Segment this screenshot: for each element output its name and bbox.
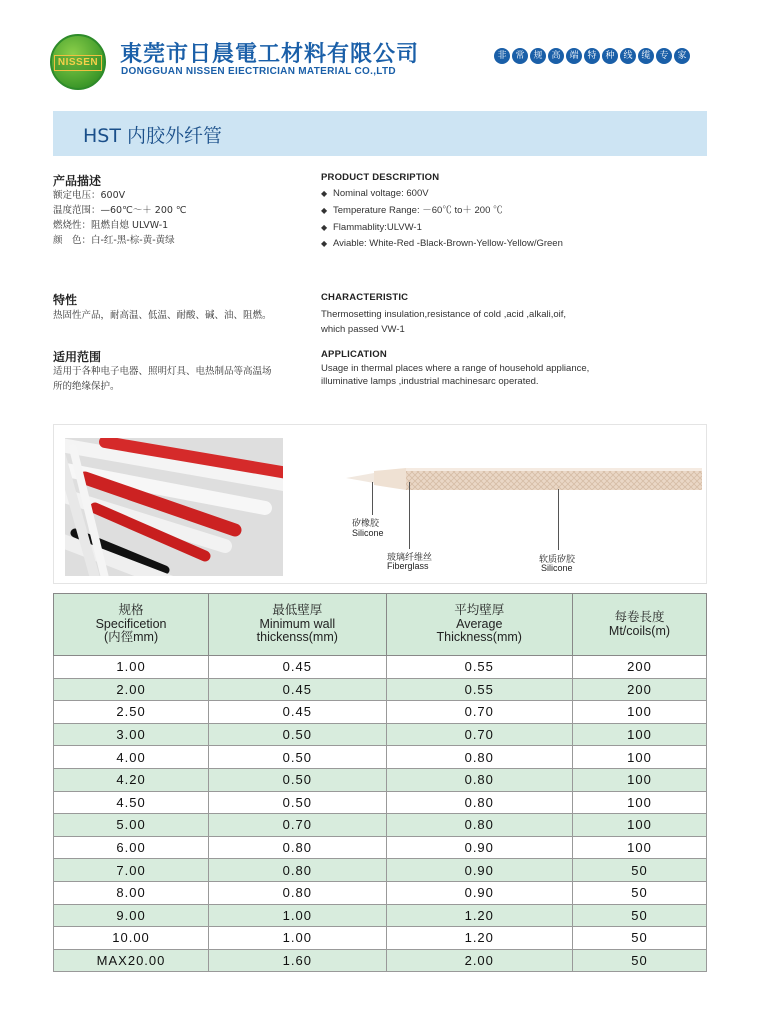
table-cell: 50 [572,859,706,882]
callout-silicone-rubber-en: Silicone [352,528,384,538]
table-cell: 0.70 [386,701,572,724]
table-cell: 200 [572,678,706,701]
table-cell: 4.00 [54,746,209,769]
table-cell: 0.90 [386,836,572,859]
diamond-bullet-icon: ◆ [321,223,328,232]
leader-line [558,489,559,550]
product-title: HST 内胶外纤管 [83,125,222,147]
leader-line [409,482,410,549]
table-cell: 2.50 [54,701,209,724]
table-cell: 4.50 [54,791,209,814]
col-header-min-wall: 最低壁厚 Minimum wall thickenss(mm) [209,594,386,656]
slogan-char: 高 [548,48,564,64]
cn-desc-line: 颜 色：白-红-黑-棕-黄-黄绿 [53,235,175,246]
table-row [54,768,707,791]
table-row [54,678,707,701]
table-row [54,881,707,904]
table-cell: 0.70 [209,814,386,837]
table-row [54,701,707,724]
col-header-avg-wall: 平均壁厚 Average Thickness(mm) [386,594,572,656]
table-cell: 0.50 [209,791,386,814]
slogan-char: 非 [494,48,510,64]
table-cell: 3.00 [54,723,209,746]
diamond-bullet-icon: ◆ [321,206,328,215]
leader-line [372,482,373,515]
table-cell: 200 [572,656,706,679]
table-cell: 2.00 [386,949,572,972]
cn-characteristic-heading: 特性 [53,293,78,307]
company-name-cn: 東莞市日晨電工材料有限公司 [120,42,420,67]
tubes-photo [65,438,283,576]
en-desc-line: ◆ Nominal voltage: 600V [321,188,429,199]
table-cell: 9.00 [54,904,209,927]
table-row [54,927,707,950]
en-application-heading: APPLICATION [321,349,387,360]
cn-product-desc-heading: 产品描述 [53,174,102,188]
cn-desc-line: 温度范围：—60℃～＋ 200 ℃ [53,205,187,216]
callout-soft-silicone-cn: 软质矽胶 [539,555,576,565]
cn-application-heading: 适用范围 [53,350,102,364]
table-cell: 0.80 [209,859,386,882]
table-header-row [54,594,707,656]
table-cell: 100 [572,836,706,859]
table-cell: 1.00 [209,904,386,927]
table-row [54,836,707,859]
table-cell: 7.00 [54,859,209,882]
table-cell: 100 [572,701,706,724]
en-application-line: illuminative lamps ,industrial machinesarc operated. [321,376,539,387]
table-cell: 0.45 [209,701,386,724]
table-cell: MAX20.00 [54,949,209,972]
table-row [54,723,707,746]
table-cell: 0.55 [386,678,572,701]
en-desc-line: ◆ Flammablity:ULVW-1 [321,222,422,233]
table-cell: 50 [572,881,706,904]
table-row [54,949,707,972]
table-row [54,859,707,882]
table-cell: 6.00 [54,836,209,859]
en-characteristic-line: Thermosetting insulation,resistance of cold ,acid ,alkali,oif, [321,309,567,320]
table-cell: 50 [572,904,706,927]
callout-fiberglass-en: Fiberglass [387,561,429,571]
slogan-char: 规 [530,48,546,64]
col-header-coil-length: 每卷長度 Mt/coils(m) [572,594,706,656]
spec-table [53,593,707,972]
callout-fiberglass-cn: 玻璃纤维丝 [387,553,433,563]
col-header-spec: 规格 Specificetion (内徑mm) [54,594,209,656]
en-desc-line: ◆ Temperature Range: －60℃ to＋ 200 ℃ [321,205,503,216]
table-cell: 100 [572,814,706,837]
product-title-bar [53,111,707,156]
table-cell: 0.70 [386,723,572,746]
table-cell: 50 [572,949,706,972]
slogan-char: 家 [674,48,690,64]
company-logo [50,34,106,90]
table-cell: 0.45 [209,678,386,701]
table-cell: 0.80 [386,791,572,814]
diamond-bullet-icon: ◆ [321,189,328,198]
cn-application-line: 所的绝缘保护。 [53,381,120,392]
table-cell: 1.00 [209,927,386,950]
slogan-char: 缆 [638,48,654,64]
table-cell: 5.00 [54,814,209,837]
en-characteristic-heading: CHARACTERISTIC [321,292,409,303]
slogan-char: 端 [566,48,582,64]
slogan-char: 线 [620,48,636,64]
table-row [54,746,707,769]
table-cell: 0.50 [209,768,386,791]
table-cell: 4.20 [54,768,209,791]
table-cell: 10.00 [54,927,209,950]
table-cell: 1.60 [209,949,386,972]
cn-characteristic-text: 热固性产品，耐高温、低温、耐酸、碱、油、阻燃。 [53,310,272,321]
table-cell: 0.80 [386,746,572,769]
table-cell: 100 [572,723,706,746]
logo-wordmark: NISSEN [54,55,102,71]
diamond-bullet-icon: ◆ [321,239,328,248]
table-row [54,656,707,679]
slogan-char: 专 [656,48,672,64]
en-application-line: Usage in thermal places where a range of household appliance, [321,363,590,374]
table-cell: 0.80 [209,881,386,904]
table-cell: 0.80 [386,768,572,791]
product-image-panel [53,424,707,584]
slogan-badges [494,48,690,64]
slogan-char: 常 [512,48,528,64]
table-cell: 0.45 [209,656,386,679]
table-cell: 0.55 [386,656,572,679]
en-desc-line: ◆ Aviable: White-Red -Black-Brown-Yellow-Yellow/Green [321,238,563,249]
table-cell: 1.20 [386,904,572,927]
table-cell: 0.50 [209,746,386,769]
cn-application-line: 适用于各种电子电器、照明灯具、电热制品等高温场 [53,366,272,377]
en-product-desc-heading: PRODUCT DESCRIPTION [321,172,440,183]
callout-silicone-rubber-cn: 矽橡胶 [352,519,380,529]
table-cell: 0.80 [386,814,572,837]
table-row [54,814,707,837]
callout-soft-silicone-en: Silicone [541,563,573,573]
table-row [54,791,707,814]
cn-desc-line: 燃烧性：阻燃自熄 ULVW-1 [53,220,169,231]
tubes-illustration [65,438,283,576]
cn-desc-line: 额定电压：600V [53,190,126,201]
table-cell: 0.90 [386,881,572,904]
table-cell: 8.00 [54,881,209,904]
table-cell: 0.90 [386,859,572,882]
table-cell: 1.00 [54,656,209,679]
table-cell: 2.00 [54,678,209,701]
slogan-char: 特 [584,48,600,64]
table-cell: 1.20 [386,927,572,950]
company-name-en: DONGGUAN NISSEN EIECTRICIAN MATERIAL CO.,LTD [121,66,396,77]
slogan-char: 种 [602,48,618,64]
sleeve-cutaway-illustration [346,466,704,498]
table-row [54,904,707,927]
table-cell: 0.80 [209,836,386,859]
table-cell: 100 [572,768,706,791]
table-cell: 50 [572,927,706,950]
table-cell: 100 [572,746,706,769]
en-characteristic-line: which passed VW-1 [321,324,405,335]
table-cell: 100 [572,791,706,814]
table-cell: 0.50 [209,723,386,746]
